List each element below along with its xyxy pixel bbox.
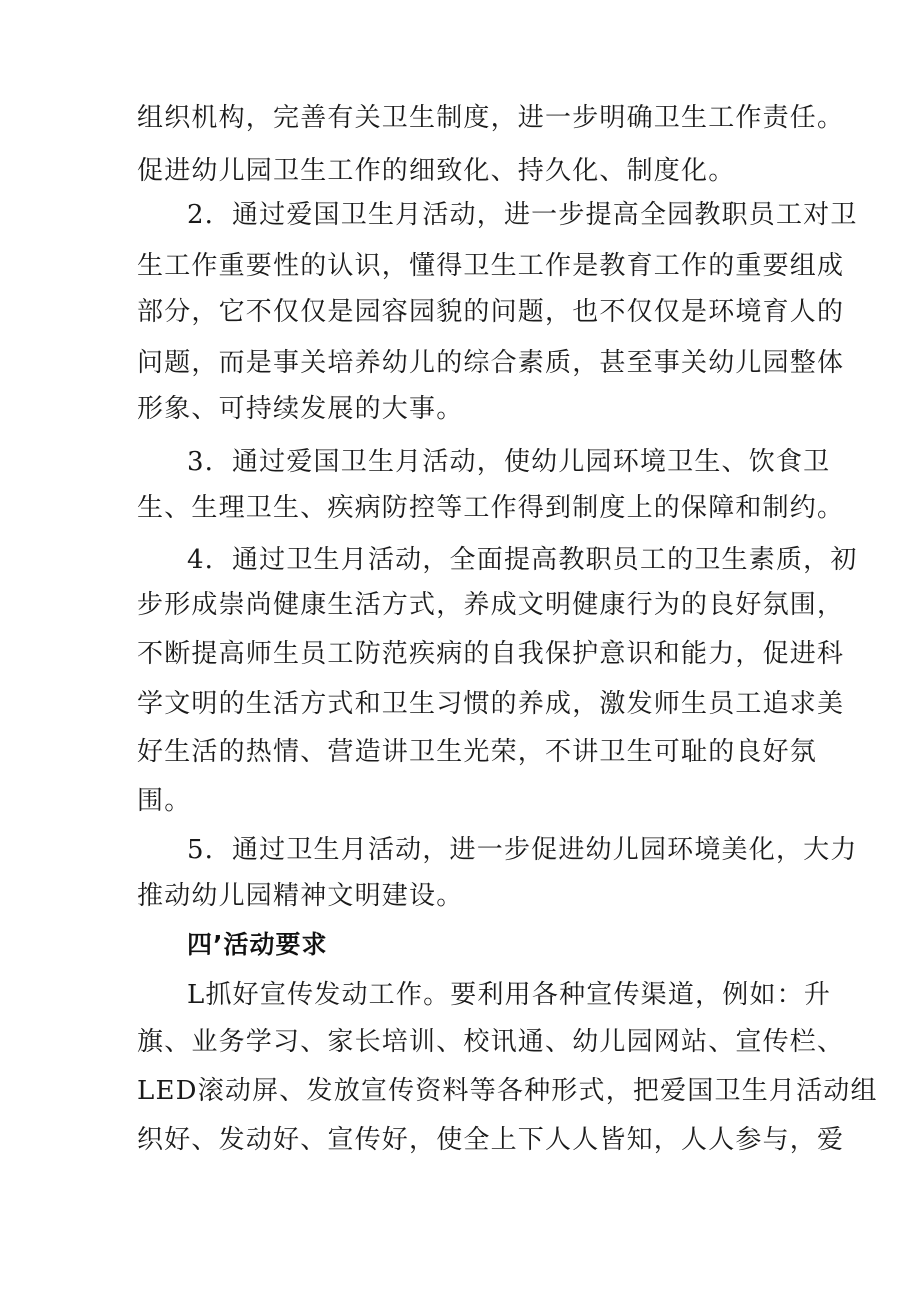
text-line: L抓好宣传发动工作。要利用各种宣传渠道，例如：升: [187, 980, 832, 1010]
section-heading: 四’活动要求: [187, 930, 328, 959]
text-line: 4．通过卫生月活动，全面提高教职员工的卫生素质，初: [187, 545, 858, 575]
text-line: 组织机构，完善有关卫生制度，进一步明确卫生工作责任。: [137, 103, 845, 133]
text-line: 生、生理卫生、疾病防控等工作得到制度上的保障和制约。: [137, 493, 845, 523]
text-line: 5．通过卫生月活动，进一步促进幼儿园环境美化，大力: [187, 835, 858, 865]
text-line: 好生活的热情、营造讲卫生光荣，不讲卫生可耻的良好氛: [137, 737, 818, 767]
text-line: 部分，它不仅仅是园容园貌的问题，也不仅仅是环境育人的: [137, 297, 845, 327]
text-line: 织好、发动好、宣传好，使全上下人人皆知，人人参与，爱: [137, 1125, 845, 1155]
text-line: 生工作重要性的认识，懂得卫生工作是教育工作的重要组成: [137, 251, 845, 281]
text-line: 问题，而是事关培养幼儿的综合素质，甚至事关幼儿园整体: [137, 348, 845, 378]
text-line: 步形成崇尚健康生活方式，养成文明健康行为的良好氛围，: [137, 590, 845, 620]
text-line: 2．通过爱国卫生月活动，进一步提高全园教职员工对卫: [187, 200, 858, 230]
text-line: 围。: [137, 786, 192, 816]
text-line: 推动幼儿园精神文明建设。: [137, 881, 464, 911]
text-line: 促进幼儿园卫生工作的细致化、持久化、制度化。: [137, 156, 736, 186]
text-line: 不断提高师生员工防范疾病的自我保护意识和能力，促进科: [137, 639, 845, 669]
text-line: LED滚动屏、发放宣传资料等各种形式，把爱国卫生月活动组: [137, 1076, 878, 1106]
text-line: 形象、可持续发展的大事。: [137, 394, 464, 424]
text-line: 3．通过爱国卫生月活动，使幼儿园环境卫生、饮食卫: [187, 447, 831, 477]
text-line: 学文明的生活方式和卫生习惯的养成，激发师生员工追求美: [137, 689, 845, 719]
text-line: 旗、业务学习、家长培训、校讯通、幼儿园网站、宣传栏、: [137, 1027, 845, 1057]
